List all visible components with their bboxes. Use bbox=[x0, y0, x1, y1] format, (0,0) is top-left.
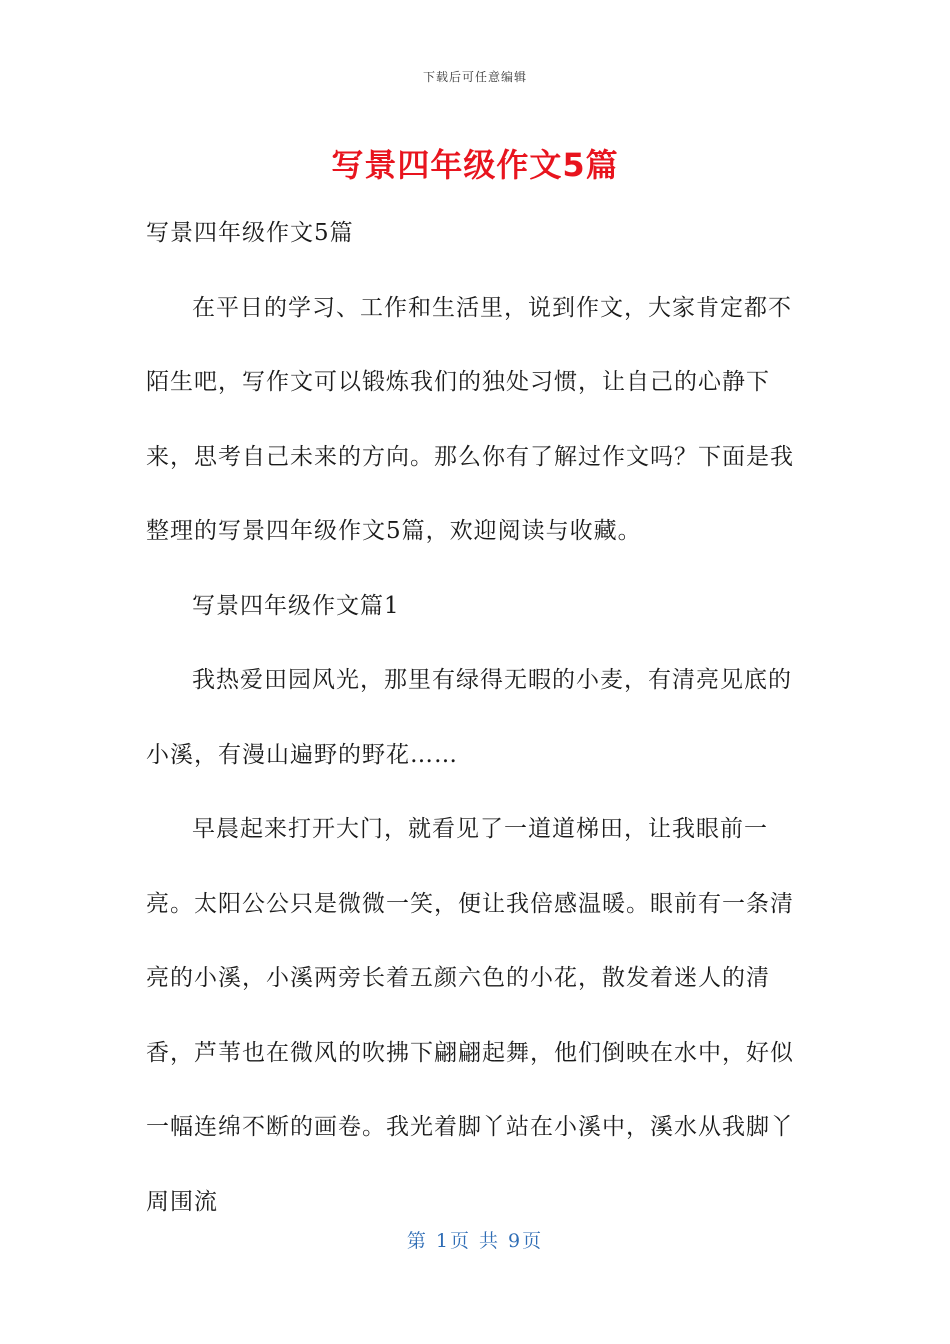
section-heading: 写景四年级作文篇1 bbox=[192, 592, 400, 619]
header-note: 下载后可任意编辑 bbox=[422, 70, 527, 84]
document-title: 写景四年级作文5篇 bbox=[331, 146, 619, 184]
document-subtitle: 写景四年级作文5篇 bbox=[146, 220, 354, 246]
page-indicator: 第 1页 共 9页 bbox=[406, 1230, 544, 1252]
paragraph-1: 我热爱田园风光，那里有绿得无暇的小麦，有清亮见底的小溪，有漫山遍野的野花…… bbox=[146, 667, 792, 768]
document-body bbox=[146, 196, 806, 1239]
intro-paragraph: 在平日的学习、工作和生活里，说到作文，大家肯定都不陌生吧，写作文可以锻炼我们的独处习惯，让自己的心静下来，思考自己未来的方向。那么你有了解过作文吗？下面是我整理的写景四年级作文5篇，欢迎阅读与收藏。 bbox=[146, 294, 794, 544]
paragraph-2: 早晨起来打开大门，就看见了一道道梯田，让我眼前一亮。太阳公公只是微微一笑，便让我倍感温暖。眼前有一条清亮的小溪，小溪两旁长着五颜六色的小花，散发着迷人的清香，芦苇也在微风的吹拂下翩翩起舞，他们倒映在水中，好似一幅连绵不断的画卷。我光着脚丫站在小溪中，溪水从我脚丫周围流 bbox=[146, 816, 794, 1215]
